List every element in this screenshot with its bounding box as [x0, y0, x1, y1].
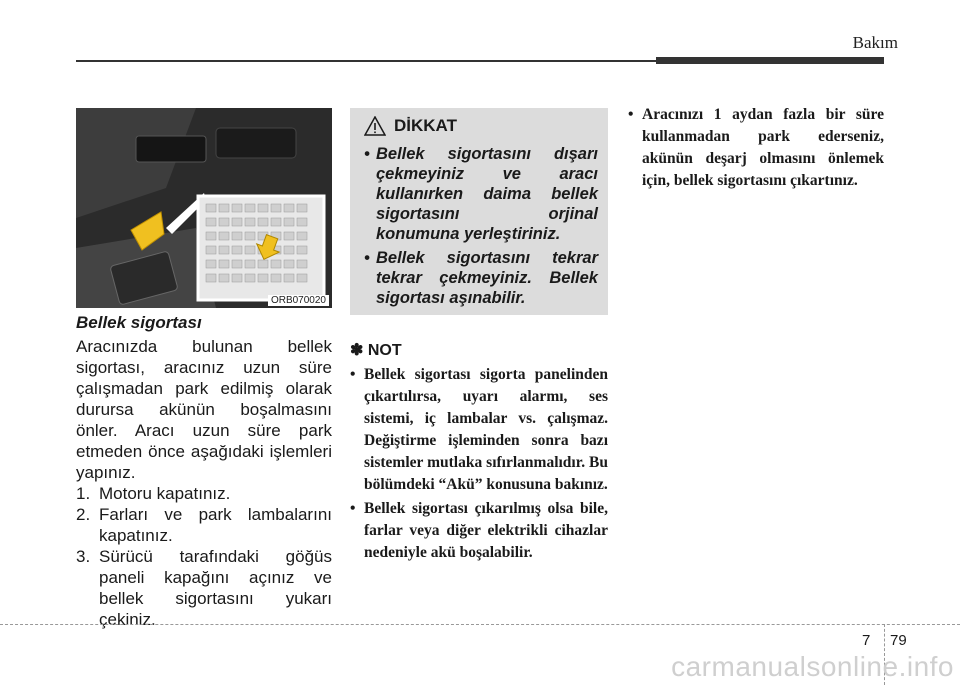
step-text: Farları ve park lambalarını kapatınız.: [99, 505, 332, 545]
right-column: [628, 104, 884, 192]
caution-list: [364, 144, 598, 312]
bullet: •: [364, 145, 370, 163]
steps-list: [76, 483, 332, 630]
step-number: 3.: [76, 547, 91, 566]
memory-fuse-paragraph: Aracınızda bulunan bellek sigortası, aracınız uzun süre çalışmadan park edilmiş olarak durursa akünün boşalmasını önler. Aracı uzun süre park etmeden önce aşağıdaki işlemleri yapınız.: [76, 337, 332, 482]
fuse-panel-illustration: [76, 108, 332, 308]
right-item: [628, 104, 884, 192]
caution-item: [364, 144, 598, 244]
step-number: 2.: [76, 505, 91, 524]
footer-dashed-line: [0, 624, 960, 625]
bullet: •: [628, 106, 634, 123]
step-item: [76, 504, 332, 546]
photo-caption: ORB070020: [268, 295, 329, 306]
note-text: Bellek sigortası çıkarılmış olsa bile, farlar veya diğer elektrikli cihazlar nedeniyle akü boşalabilir.: [364, 500, 608, 561]
caution-title: DİKKAT: [394, 116, 457, 135]
bullet: •: [350, 500, 356, 517]
caution-item: [364, 248, 598, 308]
step-number: 1.: [76, 484, 91, 503]
right-list: [628, 104, 884, 192]
caution-text: Bellek sigortasını dışarı çekmeyiniz ve aracı kullanırken daima bellek sigortasını orjinal konumuna yerleştiriniz.: [376, 145, 598, 243]
step-text: Motoru kapatınız.: [99, 484, 231, 503]
note-text: Bellek sigortası sigorta panelinden çıkartılırsa, uyarı alarmı, ses sistemi, iç lambalar vs. çalışmaz. Değiştirme işleminden sonra bazı sistemler mutlaka sıfırlanmalıdır. Bu bölümdeki “Akü” konusuna bakınız.: [364, 366, 608, 493]
warning-triangle-icon: [364, 116, 386, 136]
header-rule-thick: [656, 57, 884, 64]
watermark: carmanualsonline.info: [671, 651, 954, 682]
note-section: [350, 340, 608, 566]
caution-text: Bellek sigortasını tekrar tekrar çekmeyiniz. Bellek sigortası aşınabilir.: [376, 249, 598, 307]
note-item: [350, 364, 608, 496]
chapter-number: 7: [862, 632, 871, 649]
note-title: ✽ NOT: [350, 342, 402, 359]
right-text: Aracınızı 1 aydan fazla bir süre kullanmadan park ederseniz, akünün deşarj olmasını önlemek için, bellek sigortasını çıkartınız.: [642, 106, 884, 189]
bullet: •: [350, 366, 356, 383]
bullet: •: [364, 249, 370, 267]
fuse-panel-photo: [76, 108, 332, 308]
caution-header: [364, 116, 457, 136]
left-column: [76, 313, 332, 630]
page-number: 79: [890, 632, 907, 649]
caution-box: [350, 108, 608, 315]
memory-fuse-heading: Bellek sigortası: [76, 313, 202, 332]
note-list: [350, 364, 608, 564]
step-text: Sürücü tarafındaki göğüs paneli kapağını açınız ve bellek sigortasını yukarı çekiniz.: [99, 547, 332, 629]
page-header-title: Bakım: [852, 33, 898, 52]
step-item: [76, 483, 332, 504]
note-item: [350, 498, 608, 564]
step-item: [76, 546, 332, 630]
